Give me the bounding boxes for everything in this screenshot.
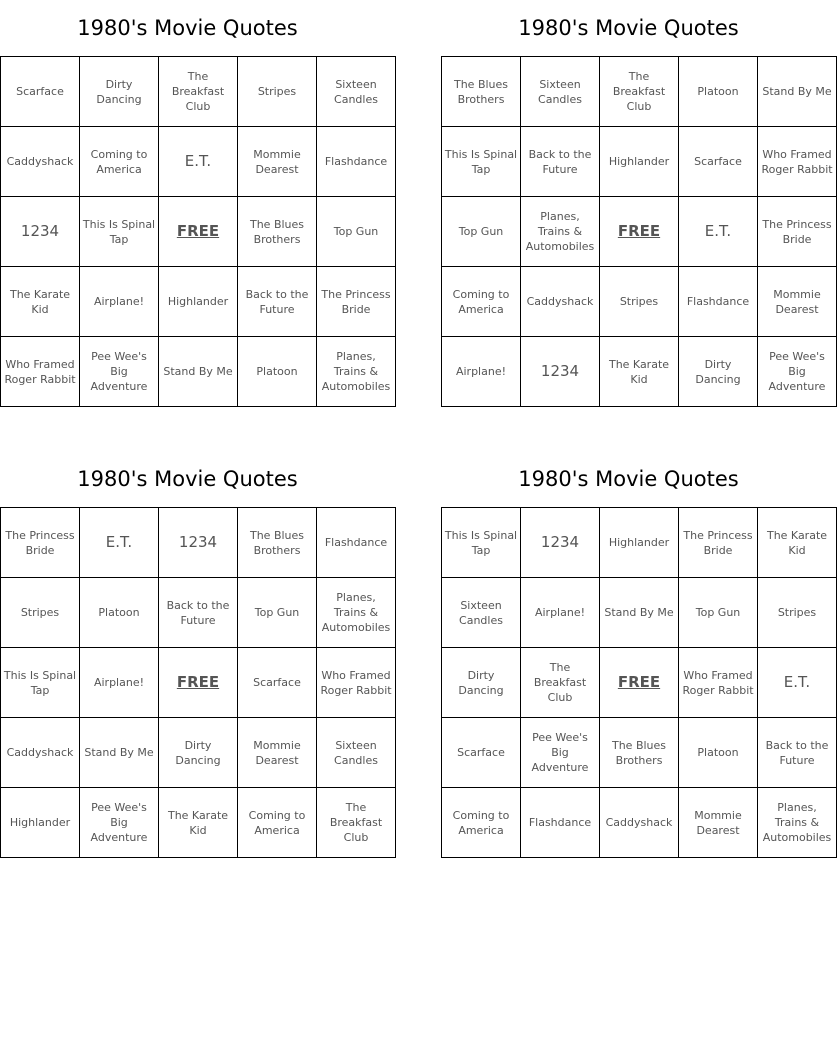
- grid-cell: The Blues Brothers: [442, 57, 521, 127]
- grid-cell: The Breakfast Club: [159, 57, 238, 127]
- grid-cell: Airplane!: [521, 578, 600, 648]
- grid-cell: Coming to America: [238, 788, 317, 858]
- grid-cell: Pee Wee's Big Adventure: [521, 718, 600, 788]
- grid-cell: The Blues Brothers: [600, 718, 679, 788]
- grid-cell: This Is Spinal Tap: [442, 127, 521, 197]
- free-space-cell: FREE: [159, 648, 238, 718]
- grid-cell: Back to the Future: [159, 578, 238, 648]
- grid-cell: Dirty Dancing: [679, 337, 758, 407]
- grid-row: [1, 578, 396, 648]
- grid-cell: Stand By Me: [600, 578, 679, 648]
- grid-cell: Airplane!: [442, 337, 521, 407]
- grid-row: [1, 788, 396, 858]
- grid-cell: Planes, Trains & Automobiles: [317, 578, 396, 648]
- grid-cell: 1234: [521, 508, 600, 578]
- grid-cell: Planes, Trains & Automobiles: [758, 788, 837, 858]
- grid-cell: Stripes: [238, 57, 317, 127]
- grid-cell: Top Gun: [317, 197, 396, 267]
- grid-row: [1, 267, 396, 337]
- grid-cell: Flashdance: [679, 267, 758, 337]
- bingo-grid: [0, 56, 396, 407]
- grid-row: [1, 57, 396, 127]
- bingo-card-2: [441, 0, 833, 407]
- grid-cell: Highlander: [1, 788, 80, 858]
- bingo-grid: [441, 507, 837, 858]
- grid-cell: Pee Wee's Big Adventure: [758, 337, 837, 407]
- grid-cell: E.T.: [159, 127, 238, 197]
- grid-row: [1, 127, 396, 197]
- grid-cell: Dirty Dancing: [159, 718, 238, 788]
- bingo-card-4: [441, 451, 832, 858]
- grid-cell: Back to the Future: [758, 718, 837, 788]
- bingo-card-1: [0, 0, 391, 407]
- grid-cell: Mommie Dearest: [758, 267, 837, 337]
- grid-cell: Pee Wee's Big Adventure: [80, 788, 159, 858]
- grid-cell: Sixteen Candles: [521, 57, 600, 127]
- grid-cell: Stripes: [600, 267, 679, 337]
- grid-cell: Coming to America: [442, 267, 521, 337]
- grid-row: [1, 718, 396, 788]
- grid-cell: Platoon: [238, 337, 317, 407]
- grid-cell: Flashdance: [317, 508, 396, 578]
- grid-cell: Highlander: [159, 267, 238, 337]
- grid-cell: Flashdance: [521, 788, 600, 858]
- grid-cell: Sixteen Candles: [317, 57, 396, 127]
- grid-row: [442, 648, 837, 718]
- grid-cell: Scarface: [1, 57, 80, 127]
- grid-cell: Top Gun: [679, 578, 758, 648]
- grid-cell: Scarface: [238, 648, 317, 718]
- grid-cell: Highlander: [600, 508, 679, 578]
- grid-cell: The Karate Kid: [758, 508, 837, 578]
- grid-cell: Platoon: [679, 57, 758, 127]
- grid-row: [442, 197, 837, 267]
- grid-cell: Stand By Me: [80, 718, 159, 788]
- grid-cell: Planes, Trains & Automobiles: [521, 197, 600, 267]
- grid-cell: Highlander: [600, 127, 679, 197]
- grid-cell: Who Framed Roger Rabbit: [1, 337, 80, 407]
- grid-cell: The Breakfast Club: [317, 788, 396, 858]
- grid-cell: The Karate Kid: [1, 267, 80, 337]
- grid-cell: Platoon: [679, 718, 758, 788]
- grid-cell: Scarface: [679, 127, 758, 197]
- grid-cell: Who Framed Roger Rabbit: [758, 127, 837, 197]
- grid-cell: E.T.: [80, 508, 159, 578]
- grid-row: [442, 508, 837, 578]
- grid-cell: Mommie Dearest: [238, 127, 317, 197]
- grid-cell: Stand By Me: [758, 57, 837, 127]
- card-title: 1980's Movie Quotes: [518, 16, 739, 40]
- grid-cell: The Breakfast Club: [600, 57, 679, 127]
- bingo-card-3: [0, 451, 392, 858]
- grid-cell: The Karate Kid: [159, 788, 238, 858]
- grid-cell: Stand By Me: [159, 337, 238, 407]
- grid-cell: Scarface: [442, 718, 521, 788]
- grid-cell: Back to the Future: [238, 267, 317, 337]
- grid-cell: The Blues Brothers: [238, 508, 317, 578]
- grid-cell: Sixteen Candles: [317, 718, 396, 788]
- free-space-cell: FREE: [159, 197, 238, 267]
- grid-cell: Stripes: [1, 578, 80, 648]
- grid-cell: Dirty Dancing: [80, 57, 159, 127]
- grid-cell: Top Gun: [442, 197, 521, 267]
- grid-row: [442, 127, 837, 197]
- grid-cell: Sixteen Candles: [442, 578, 521, 648]
- grid-cell: Dirty Dancing: [442, 648, 521, 718]
- grid-row: [1, 337, 396, 407]
- grid-cell: Airplane!: [80, 648, 159, 718]
- grid-cell: E.T.: [679, 197, 758, 267]
- grid-cell: Coming to America: [80, 127, 159, 197]
- grid-cell: Mommie Dearest: [679, 788, 758, 858]
- grid-cell: Caddyshack: [600, 788, 679, 858]
- grid-cell: Back to the Future: [521, 127, 600, 197]
- grid-cell: 1234: [1, 197, 80, 267]
- grid-cell: Caddyshack: [1, 127, 80, 197]
- grid-row: [1, 197, 396, 267]
- grid-cell: This Is Spinal Tap: [1, 648, 80, 718]
- card-title: 1980's Movie Quotes: [77, 16, 298, 40]
- grid-cell: Planes, Trains & Automobiles: [317, 337, 396, 407]
- grid-cell: The Karate Kid: [600, 337, 679, 407]
- grid-row: [1, 508, 396, 578]
- grid-cell: Who Framed Roger Rabbit: [317, 648, 396, 718]
- grid-row: [442, 578, 837, 648]
- grid-cell: This Is Spinal Tap: [80, 197, 159, 267]
- grid-cell: Mommie Dearest: [238, 718, 317, 788]
- grid-cell: The Princess Bride: [758, 197, 837, 267]
- grid-cell: The Princess Bride: [1, 508, 80, 578]
- grid-cell: The Blues Brothers: [238, 197, 317, 267]
- grid-cell: Top Gun: [238, 578, 317, 648]
- bingo-grid: [441, 56, 837, 407]
- grid-cell: Platoon: [80, 578, 159, 648]
- grid-cell: Airplane!: [80, 267, 159, 337]
- grid-row: [1, 648, 396, 718]
- free-space-cell: FREE: [600, 648, 679, 718]
- grid-cell: Who Framed Roger Rabbit: [679, 648, 758, 718]
- grid-cell: 1234: [159, 508, 238, 578]
- grid-row: [442, 337, 837, 407]
- grid-cell: Caddyshack: [1, 718, 80, 788]
- grid-cell: This Is Spinal Tap: [442, 508, 521, 578]
- grid-cell: E.T.: [758, 648, 837, 718]
- bingo-grid: [0, 507, 396, 858]
- grid-cell: Caddyshack: [521, 267, 600, 337]
- grid-row: [442, 267, 837, 337]
- grid-row: [442, 718, 837, 788]
- grid-cell: The Princess Bride: [679, 508, 758, 578]
- card-title: 1980's Movie Quotes: [518, 467, 739, 491]
- free-space-cell: FREE: [600, 197, 679, 267]
- card-title: 1980's Movie Quotes: [77, 467, 298, 491]
- grid-row: [442, 57, 837, 127]
- grid-cell: Flashdance: [317, 127, 396, 197]
- grid-cell: Stripes: [758, 578, 837, 648]
- grid-cell: The Breakfast Club: [521, 648, 600, 718]
- grid-cell: The Princess Bride: [317, 267, 396, 337]
- grid-row: [442, 788, 837, 858]
- grid-cell: 1234: [521, 337, 600, 407]
- grid-cell: Pee Wee's Big Adventure: [80, 337, 159, 407]
- grid-cell: Coming to America: [442, 788, 521, 858]
